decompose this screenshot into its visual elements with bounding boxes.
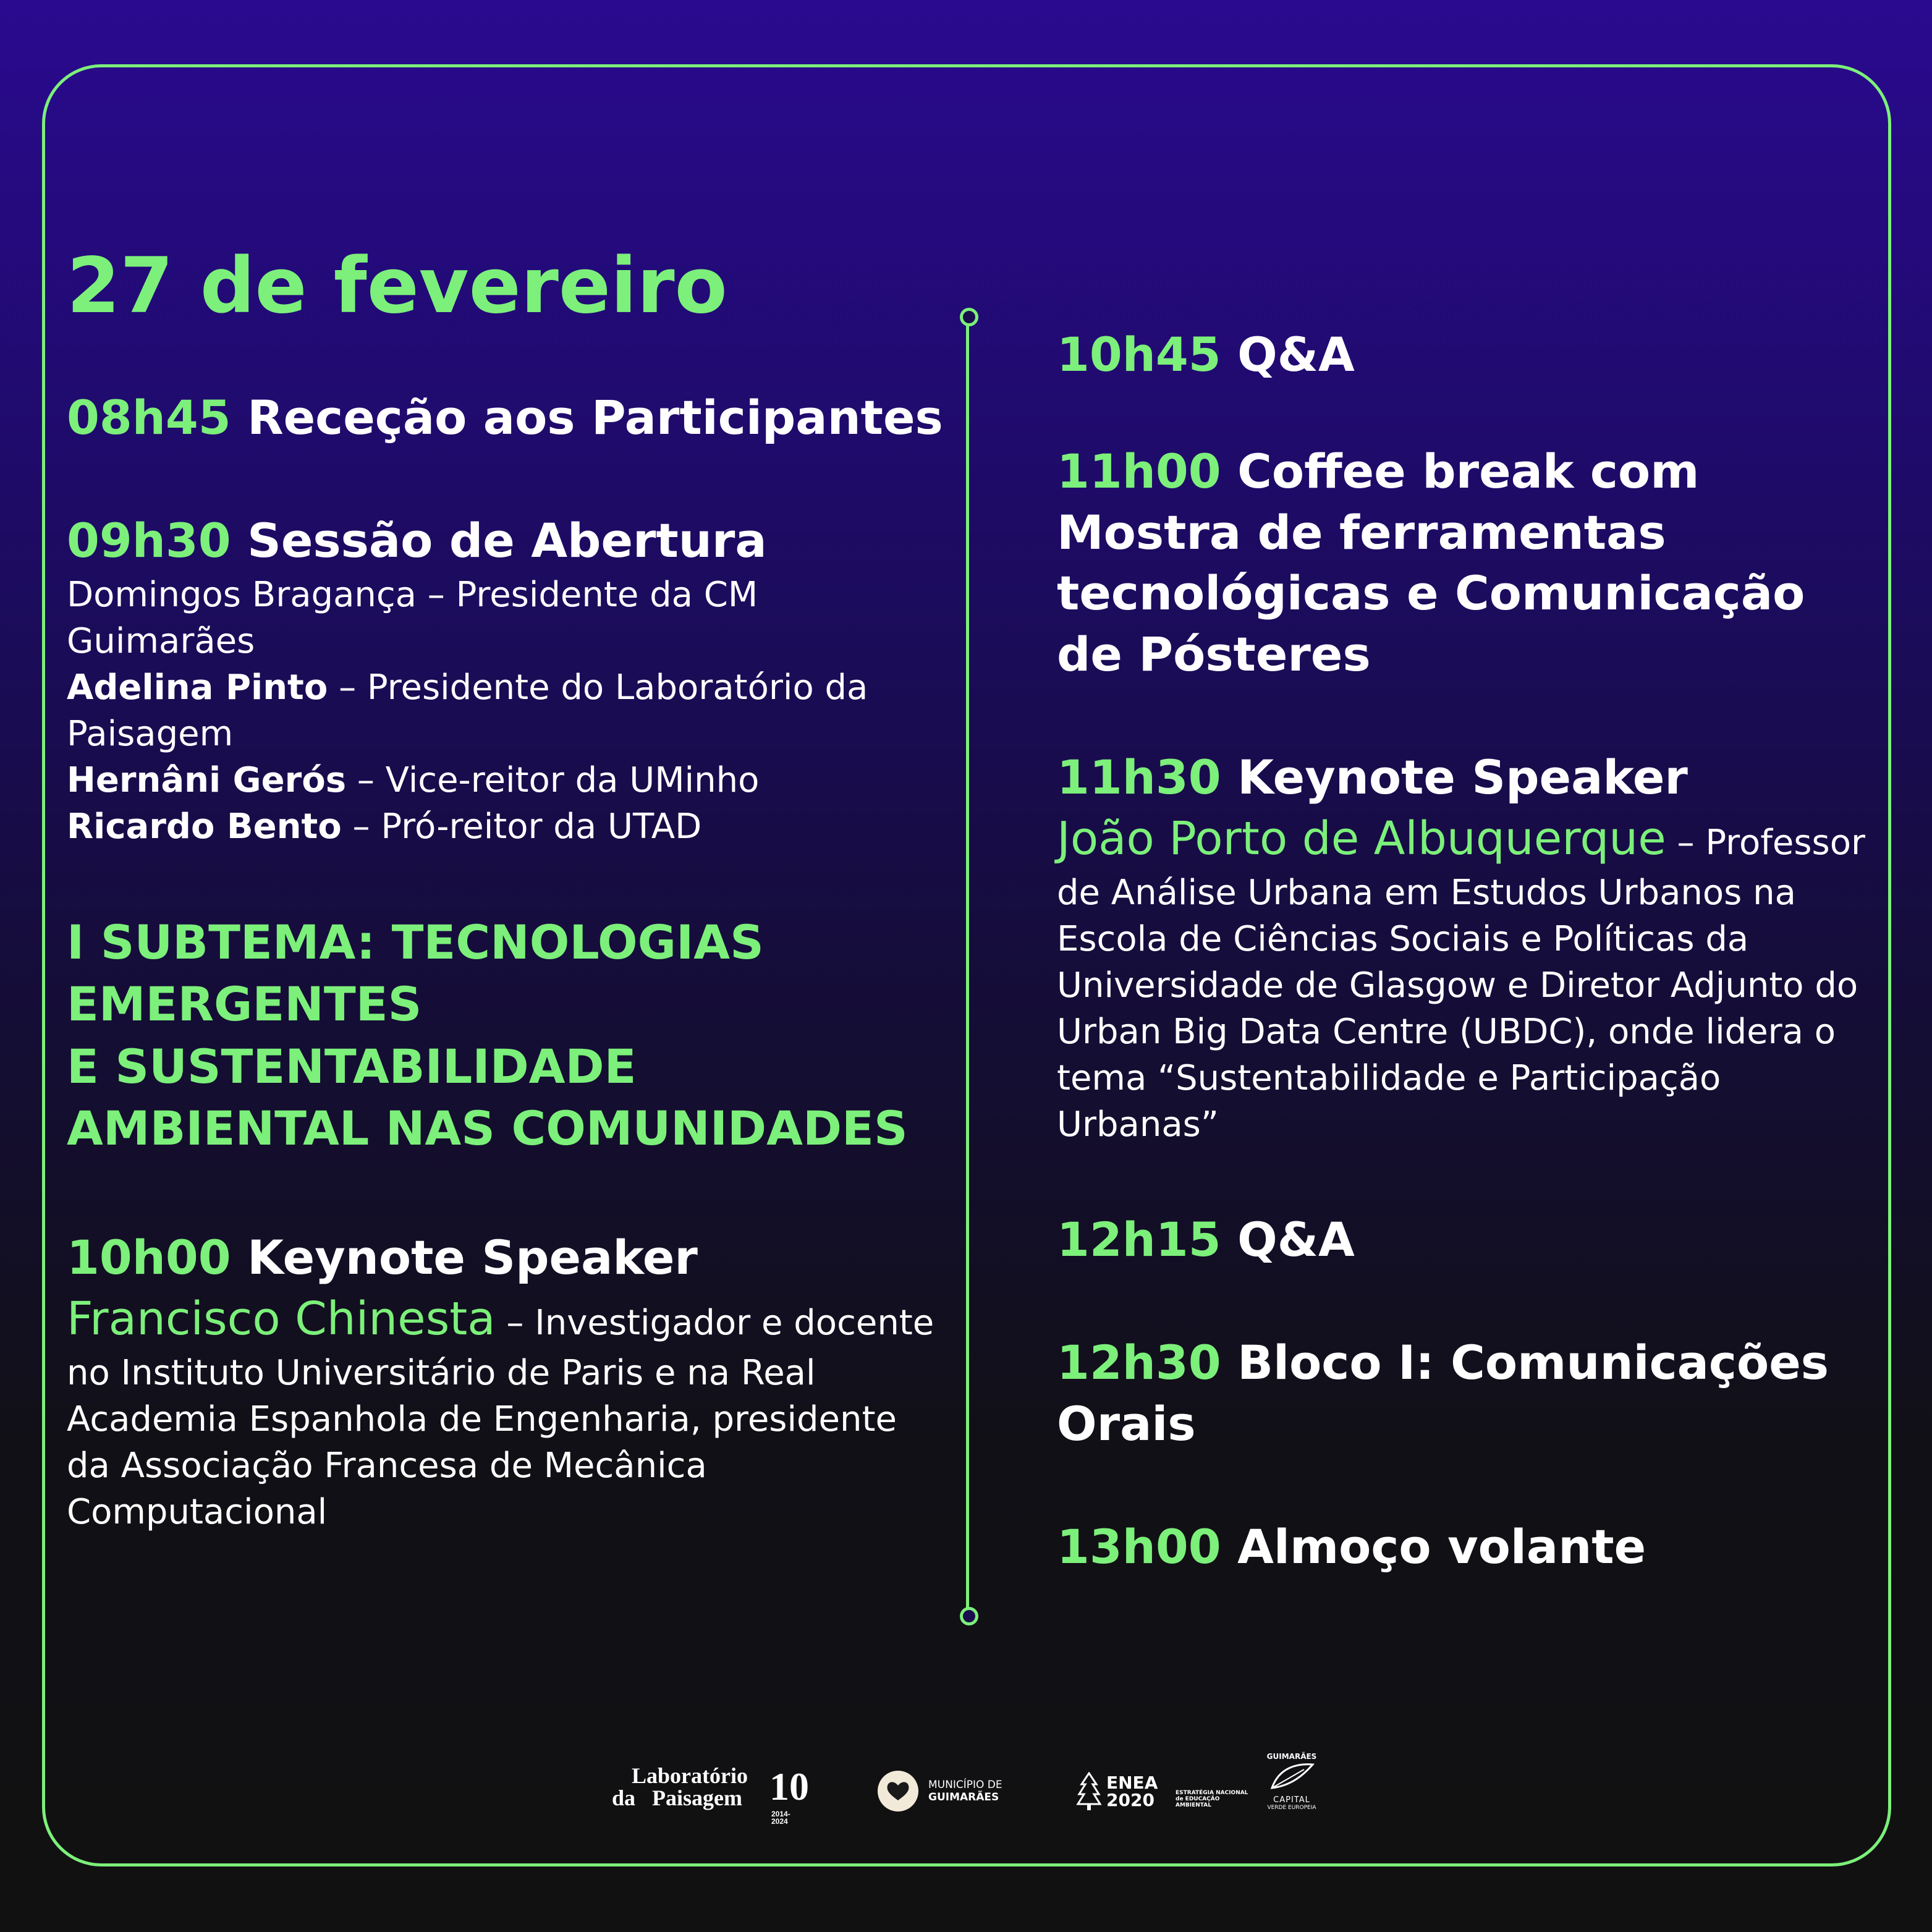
guimaraes-capital-verde-logo: GUIMARÃES CAPITAL VERDE EUROPEIA [1266,1752,1317,1811]
agenda-item-qa-2 [1057,1210,1879,1271]
agenda-item-lunch [1057,1517,1879,1578]
item-title: Q&A [1237,327,1355,382]
agenda-item-keynote-2: 11h30 Keynote Speaker João Porto de Albuquerque – Professor de Análise Urbana em Estudos Urbanos na Escola de Ciências Sociais e Políticas da Universidade de Glasgow e Diretor Adjunto do Urban Big Data Centre (UBDC), onde lidera o tema “Sustentabilidade e Participação Urbanas” [1057,749,1866,1145]
item-title: Sessão de Abertura [247,513,767,569]
item-time: 12h15 [1057,1212,1221,1268]
heart-icon [878,1771,918,1811]
item-time: 11h30 [1057,749,1221,805]
item-title: Bloco I: Comunicações Orais [1057,1334,1829,1451]
ten-years-mark: 10 [769,1765,809,1808]
speaker-name: João Porto de Albuquerque [1057,811,1666,865]
subtheme-heading: I SUBTEMA: TECNOLOGIAS EMERGENTES E SUSTENTABILIDADE AMBIENTAL NAS COMUNIDADES [67,915,908,1156]
item-title: Receção aos Participantes [247,390,943,446]
participants-list [67,572,944,850]
participant: Ricardo Bento – Pró-reitor da UTAD [67,807,702,847]
timeline-bottom-dot [960,1607,978,1625]
agenda-item-coffee-break [1057,441,1879,685]
partner-logos: Laboratório da Paisagem 10 2014-2024 MUNICÍPIO DE GUIMARÃES ENEA 2020 ESTRATÉGIA NACIONAL de EDUCAÇÃO AMBIENTAL GUIMARÃES CAPITAL VERDE EUROPEIA [0,1752,1932,1832]
speaker-description: Professor de Análise Urbana em Estudos Urbanos na Escola de Ciências Sociais e Políticas da Universidade de Glasgow e Diretor Adjunto do Urban Big Data Centre (UBDC), onde lidera o tema “Sustentabilidade e Participação Urbanas” [1057,822,1866,1145]
leaf-icon [1267,1761,1316,1792]
item-title: Coffee break com Mostra de ferramentas tecnológicas e Comunicação de Pósteres [1057,443,1805,682]
agenda-item-oral-communications [1057,1332,1879,1455]
item-time: 10h45 [1057,327,1221,382]
agenda-item-keynote-1: 10h00 Keynote Speaker Francisco Chinesta – Investigador e docente no Instituto Universitário de Paris e na Real Academia Espanhola de Engenharia, presidente da Associação Francesa de Mecânica Computacional [67,1230,934,1533]
participant: Domingos Bragança – Presidente da CM Guimarães [67,574,758,662]
agenda-item-qa-1 [1057,324,1879,386]
right-column [1057,324,1879,1639]
laboratorio-paisagem-logo: Laboratório da Paisagem 10 2014-2024 [612,1763,809,1826]
event-date: 27 de fevereiro [67,242,727,331]
item-time: 09h30 [67,513,231,569]
agenda-item-reception [67,388,944,449]
speaker-description: Investigador e docente no Instituto Universitário de Paris e na Real Academia Espanhola de Engenharia, presidente da Associação Francesa de Mecânica Computacional [67,1303,934,1533]
timeline-top-dot [960,308,978,326]
item-time: 13h00 [1057,1519,1221,1574]
item-title: Q&A [1237,1212,1355,1268]
participant: Adelina Pinto – Presidente do Laboratório da Paisagem [67,667,868,755]
speaker-name: Francisco Chinesta [67,1292,496,1346]
item-time: 12h30 [1057,1334,1221,1390]
participant: Hernâni Gerós – Vice-reitor da UMinho [67,760,760,801]
item-title: Almoço volante [1237,1519,1646,1574]
left-column [67,244,944,1598]
agenda-item-opening-session [67,511,944,850]
item-title: Keynote Speaker [1237,749,1688,805]
item-title: Keynote Speaker [247,1230,698,1286]
timeline-divider [966,321,969,1613]
item-time: 11h00 [1057,443,1221,499]
item-time: 08h45 [67,390,231,446]
tree-icon [1075,1772,1103,1811]
item-time: 10h00 [67,1230,231,1286]
